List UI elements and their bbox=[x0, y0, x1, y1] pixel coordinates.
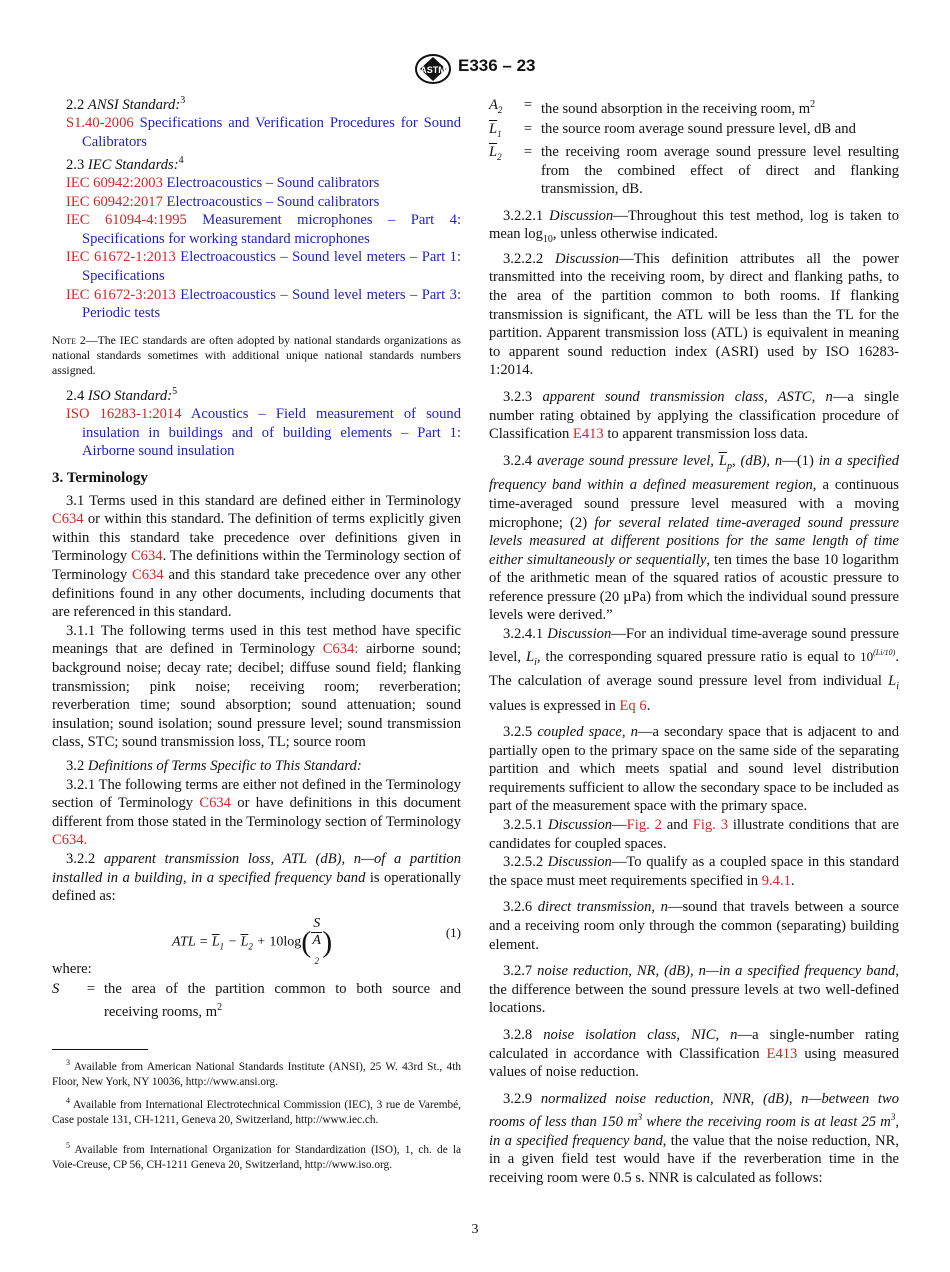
ref-iso-16283-1[interactable]: ISO 16283-1:2014 Acoustics – Field measurement of sound insulation in buildings and of building elements – Part 1: Airborne sound insulation bbox=[66, 406, 461, 460]
para-3-2: 3.2 Definitions of Terms Specific to This Standard: bbox=[66, 757, 362, 774]
ref-iec-60942-2017[interactable]: IEC 60942:2017 Electroacoustics – Sound calibrators bbox=[66, 193, 380, 210]
note-2: Note 2—The IEC standards are often adopted by national standards organizations as national standards sometimes with additional unique national standards numbers assigned. bbox=[52, 332, 461, 377]
page-header bbox=[0, 52, 950, 86]
ref-ansi-s1-40[interactable]: S1.40-2006 Specifications and Verification Procedures for Sound Calibrators bbox=[66, 115, 461, 151]
section-2-4: 2.4 ISO Standard:$^5$ bbox=[66, 385, 178, 404]
para-3-2-5: 3.2.5 coupled space, n—a secondary space that is adjacent to and partially open to the primary space on the same side of the separating partition and which meets spatial and sound level distribution requirements sufficient to allow the secondary space to be included as part of the measurement space with the primary space. bbox=[489, 724, 900, 815]
para-3-2-2-2: 3.2.2.2 Discussion—This definition attributes all the power transmitted into the receiving room, by direct and flanking paths, to the area of the partition common to both rooms. If flanking transmission is significant, the ATL will be less than the TL for the partition. Apparent transmission loss (ATL) is equivalent in meaning to apparent sound reduction index (ASRI) used by ISO 16283-1:2014. bbox=[489, 250, 900, 379]
right-column bbox=[489, 96, 899, 1188]
para-3-2-3: 3.2.3 apparent sound transmission class, ASTC, n—a single number rating obtained by applying the classification procedure of Classification E413 to apparent transmission loss data. bbox=[489, 389, 899, 443]
definition-A2: $A_2$ = the sound absorption in the receiving room, $m^2$ bbox=[489, 97, 816, 117]
para-3-2-4: 3.2.4 average sound pressure level, $\overline{L}_p$, (dB), n—(1) in a specified frequency band within a defined measurement region, a continuous time-averaged sound pressure level measured with a moving microphone; (2) for several related time-averaged sound pressure levels measured at different positions for the same length of time either simultaneously or sequentially, ten times the base 10 logarithm of the arithmetic mean of the squared ratios of acoustic pressure to reference pressure (20 µPa) from which the individual sound pressure levels were derived.” bbox=[489, 452, 899, 624]
para-3-2-8: 3.2.8 noise isolation class, NIC, n—a single-number rating calculated in accordance with Classification E413 using measured values of noise reduction. bbox=[489, 1027, 899, 1081]
page-number: 3 bbox=[471, 1222, 479, 1237]
section-2-2: 2.2 ANSI Standard:$^3$ bbox=[66, 95, 186, 113]
definition-L2: $\overline{L}_2$ = the receiving room average sound pressure level resulting from the combined effect of direct and flanking transmission, dB. bbox=[489, 144, 899, 198]
section-2-3: 2.3 IEC Standards:$^4$ bbox=[66, 154, 184, 173]
ref-iec-61672-1[interactable]: IEC 61672-1:2013 Electroacoustics – Sound level meters – Part 1: Specifications bbox=[66, 249, 462, 285]
astm-logo-icon bbox=[414, 54, 452, 84]
equation-1-number: (1) bbox=[445, 924, 461, 940]
para-3-1-1: 3.1.1 The following terms used in this test method have specific meanings that are defined in Terminology C634: airborne sound; background noise; decay rate; decibel; diffuse sound field; flanking transmission; pink noise; receiving room; reverberation; reverberation time; sound absorption; sound attenuation; sound insulation; sound isolation; sound pressure level; sound transmission class, STC; sound transmission loss, TL; source room bbox=[52, 622, 462, 751]
definition-L1: $\overline{L}_1$ = the source room average sound pressure level, dB and bbox=[489, 120, 856, 139]
para-3-2-1: 3.2.1 The following terms are either not defined in the Terminology section of Terminology C634 or have definitions in this document different from those stated in the Terminology section of Terminology C634. bbox=[52, 776, 461, 849]
para-3-2-5-1: 3.2.5.1 Discussion—Fig. 2 and Fig. 3 illustrate conditions that are candidates for coupled spaces. bbox=[489, 817, 900, 852]
equation-1-body: ATL = $\overline{L}_1 - \overline{L}_2 + 10\log$( S A $_2$ ) bbox=[172, 915, 333, 966]
para-3-1: 3.1 Terms used in this standard are defined either in Terminology C634 or within this standard. The definition of terms explicitly given within this standard take precedence over definitions given in Terminology C634. The definitions within the Terminology section of Terminology C634 and this standard take precedence over any other definitions found in any other documents, including documents that are referenced in this standard. bbox=[52, 492, 461, 621]
footnote-4: $^4$ Available from International Electrotechnical Commission (IEC), 3 rue de Varembé, Case postale 131, CH-1211, Geneva 20, Switzerland, http://www.iec.ch. bbox=[52, 1096, 461, 1126]
footnote-5: $^5$ Available from International Organization for Standardization (ISO), 1, ch. de la Voie-Creuse, CP 56, CH-1211 Geneva 20, Switzerland, http://www.iso.org. bbox=[52, 1141, 462, 1171]
ref-iec-61094-4[interactable]: IEC 61094-4:1995 Measurement microphones – Part 4: Specifications for working standard microphones bbox=[66, 212, 461, 247]
para-3-2-9: 3.2.9 normalized noise reduction, NNR, (dB), n—between two rooms of less than 150 $m^3$ where the receiving room is at least 25 $m^3$, in a specified frequency band, the value that the noise reduction, NR, in a given field test would have if the reverberation time in the receiving room were 0.5 s. NNR is calculated as follows: bbox=[489, 1090, 900, 1187]
svg-text:ASTM: ASTM bbox=[420, 65, 446, 75]
para-3-2-7: 3.2.7 noise reduction, NR, (dB), n—in a specified frequency band, the difference between the sound pressure levels at two well-defined locations. bbox=[489, 963, 899, 1017]
definition-S: S = the area of the partition common to both source and receiving rooms, $m^2$ bbox=[52, 981, 461, 1020]
left-column bbox=[52, 92, 461, 1177]
footnote-3: $^3$ Available from American National Standards Institute (ANSI), 25 W. 43rd St., 4th Floor, New York, NY 10036, http://www.ansi.org. bbox=[52, 1058, 461, 1088]
para-3-2-2-1: 3.2.2.1 Discussion—Throughout this test method, log is taken to mean $\log_{10}$, unless otherwise indicated. bbox=[489, 207, 899, 246]
para-3-2-4-1: 3.2.4.1 Discussion—For an individual time-average sound pressure level, $L_i$, the corresponding squared pressure ratio is equal to $10^{(Li/10)}$. The calculation of average sound pressure level from individual $L_i$ values is expressed in Eq 6. bbox=[489, 626, 899, 714]
where-label: where: bbox=[52, 960, 92, 977]
equation-1 bbox=[52, 912, 461, 966]
ref-iec-60942-2003[interactable]: IEC 60942:2003 Electroacoustics – Sound calibrators bbox=[66, 175, 380, 192]
ref-iec-61672-3[interactable]: IEC 61672-3:2013 Electroacoustics – Sound level meters – Part 3: Periodic tests bbox=[66, 286, 462, 322]
para-3-2-5-2: 3.2.5.2 Discussion—To qualify as a coupled space in this standard the space must meet requirements specified in 9.4.1. bbox=[489, 854, 899, 889]
para-3-2-2: 3.2.2 apparent transmission loss, ATL (dB), n—of a partition installed in a building, in a specified frequency band is operationally defined as: bbox=[52, 850, 462, 905]
para-3-2-6: 3.2.6 direct transmission, n—sound that travels between a source and a receiving room only through the common (separating) building element. bbox=[489, 899, 899, 953]
document-id: E336 – 23 bbox=[458, 56, 536, 75]
section-3-heading: 3. Terminology bbox=[52, 470, 148, 487]
footnote-rule bbox=[52, 1049, 148, 1050]
